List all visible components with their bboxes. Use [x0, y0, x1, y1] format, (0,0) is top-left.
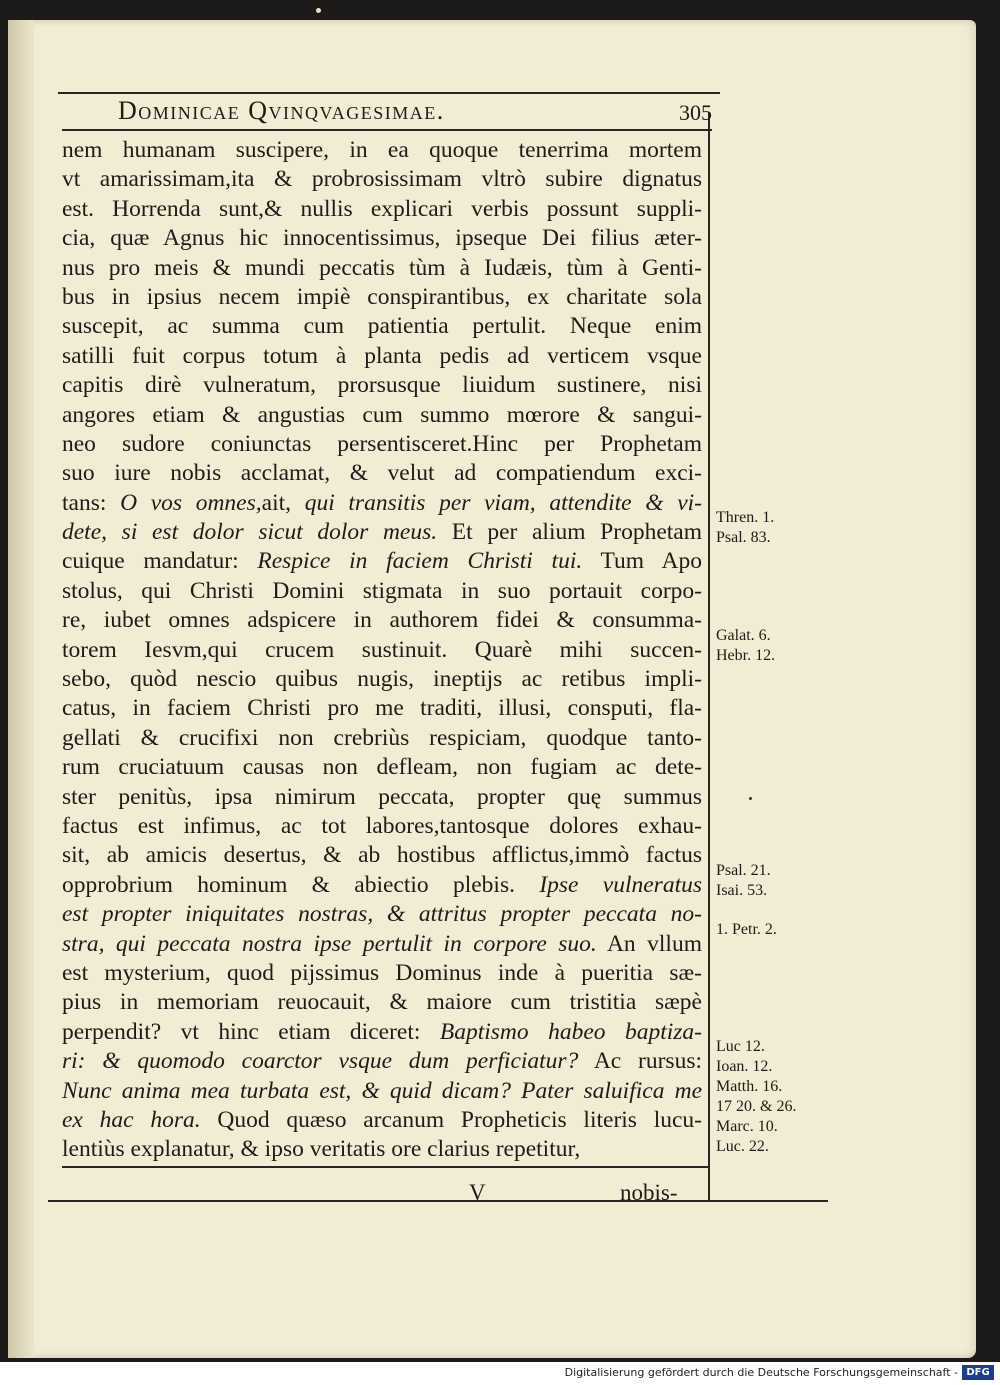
text-segment: vt amarissimam,ita & probrosissimam vltrò subire dignatus — [62, 166, 702, 193]
italic-text-segment: est propter iniquitates nostras, & attritus propter peccata no- — [62, 901, 702, 928]
text-segment: tans: — [62, 489, 121, 516]
italic-text-segment: stra, qui peccata nostra ipse pertulit in corpore suo. — [62, 930, 597, 957]
text-line — [62, 489, 702, 518]
text-segment: ster penitùs, ipsa nimirum peccata, propter quę summus — [62, 783, 702, 810]
italic-text-segment: ri: & quomodo coarctor vsque dum perficiatur? — [62, 1048, 579, 1075]
text-line — [62, 665, 702, 694]
header-rule-top — [58, 92, 720, 94]
scan-marker — [316, 8, 321, 13]
italic-text-segment: dete, si est dolor sicut dolor meus. — [62, 519, 438, 546]
text-line — [62, 254, 702, 283]
text-line — [62, 312, 702, 341]
text-segment: sit, ab amicis desertus, & ab hostibus afflictus,immò factus — [62, 842, 702, 869]
text-segment: stolus, qui Christi Domini stigmata in suo portauit corpo- — [62, 577, 702, 604]
text-line — [62, 1077, 702, 1106]
italic-text-segment: Nunc anima mea turbata est, & quid dicam? Pater saluifica me — [62, 1077, 702, 1104]
text-segment: lentiùs explanatur, & ipso veritatis ore clarius repetitur, — [62, 1136, 581, 1163]
text-segment: est mysterium, quod pijssimus Dominus inde à pueritia sæ- — [62, 959, 702, 986]
italic-text-segment: ex hac hora. — [62, 1106, 201, 1133]
text-line — [62, 371, 702, 400]
text-line — [62, 606, 702, 635]
text-line — [62, 401, 702, 430]
text-segment: rum cruciatuum causas non defleam, non fugiam ac dete- — [62, 754, 702, 781]
italic-text-segment: qui transitis per viam, attendite & vi- — [304, 489, 702, 516]
text-line — [62, 1135, 702, 1164]
bottom-rule-text — [62, 1166, 708, 1168]
text-line — [62, 959, 702, 988]
text-segment: Ac rursus: — [578, 1048, 702, 1075]
text-line — [62, 577, 702, 606]
text-line — [62, 283, 702, 312]
marginal-reference: Psal. 83. — [716, 528, 771, 546]
marginal-note — [716, 920, 826, 940]
page-number: 305 — [679, 100, 712, 125]
catchword: nobis- — [620, 1180, 678, 1205]
text-line — [62, 1018, 702, 1047]
text-segment: opprobrium hominum & abiectio plebis. — [62, 871, 540, 898]
marginal-reference: Luc. 22. — [716, 1138, 769, 1156]
text-segment: ait, — [261, 489, 305, 516]
text-segment: nus pro meis & mundi peccatis tùm à Iudæis, tùm à Genti- — [62, 254, 702, 281]
marginal-reference: Thren. 1. — [716, 508, 775, 526]
italic-text-segment: Ipse vulneratus — [539, 871, 702, 898]
header-rule-bottom — [62, 129, 712, 131]
italic-text-segment: Respice in faciem Christi tui. — [257, 548, 583, 575]
ink-speck — [749, 797, 752, 800]
text-segment: perpendit? vt hinc etiam diceret: — [62, 1018, 440, 1045]
text-line — [62, 224, 702, 253]
text-segment: capitis dirè vulneratum, prorsusque liuidum sustinere, nisi — [62, 372, 702, 399]
text-line — [62, 841, 702, 870]
bottom-rule-page — [48, 1200, 828, 1202]
text-segment: suscepit, ac summa cum patientia pertulit. Neque enim — [62, 313, 702, 340]
text-segment: An vllum — [596, 930, 702, 957]
text-segment: sebo, quòd nescio quibus nugis, ineptijs ac retibus impli- — [62, 666, 702, 693]
text-segment: Quod quæso arcanum Propheticis literis lucu- — [200, 1106, 702, 1133]
italic-text-segment: O vos omnes, — [120, 489, 262, 516]
marginal-reference: 17 20. & 26. — [716, 1098, 797, 1116]
text-line — [62, 518, 702, 547]
margin-rule — [708, 112, 710, 1200]
running-title: Dominicae Qvinqvagesimae. — [118, 96, 445, 125]
text-line — [62, 459, 702, 488]
text-segment: cia, quæ Agnus hic innocentissimus, ipseque Dei filius æter- — [62, 225, 702, 252]
text-line — [62, 342, 702, 371]
text-line — [62, 812, 702, 841]
text-segment: pius in memoriam reuocauit, & maiore cum tristitia sæpè — [62, 989, 702, 1016]
text-segment: torem Iesvm,qui crucem sustinuit. Quarè mihi succen- — [62, 636, 702, 663]
signature-mark: V — [469, 1180, 486, 1205]
marginal-note — [716, 626, 826, 666]
marginal-reference: Psal. 21. — [716, 861, 771, 879]
marginal-reference: Marc. 10. — [716, 1118, 778, 1136]
text-segment: suo iure nobis acclamat, & velut ad compatiendum exci- — [62, 460, 702, 487]
marginal-reference: 1. Petr. 2. — [716, 920, 777, 938]
text-line — [62, 636, 702, 665]
text-line — [62, 871, 702, 900]
marginal-note — [716, 861, 826, 901]
text-segment: nem humanam suscipere, in ea quoque tenerrima mortem — [62, 137, 702, 163]
marginal-reference: Galat. 6. — [716, 626, 771, 644]
page-gutter — [8, 20, 34, 1358]
text-segment: cuique mandatur: — [62, 548, 258, 575]
text-segment: Tum Apo — [582, 548, 702, 575]
text-segment: est. Horrenda sunt,& nullis explicari verbis possunt suppli- — [62, 195, 702, 222]
body-text — [62, 136, 702, 1165]
marginal-reference: Isai. 53. — [716, 881, 768, 899]
text-line — [62, 165, 702, 194]
text-line — [62, 753, 702, 782]
marginal-note — [716, 1037, 826, 1157]
marginal-reference: Hebr. 12. — [716, 646, 776, 664]
credit-bar — [0, 1362, 1000, 1385]
text-line — [62, 783, 702, 812]
text-line — [62, 724, 702, 753]
text-line — [62, 1047, 702, 1076]
text-line — [62, 900, 702, 929]
text-segment: re, iubet omnes adspicere in authorem fidei & consumma- — [62, 607, 702, 634]
marginal-reference: Luc 12. — [716, 1038, 765, 1056]
text-line — [62, 1106, 702, 1135]
italic-text-segment: Baptismo habeo baptiza- — [439, 1018, 702, 1045]
marginal-reference: Ioan. 12. — [716, 1058, 773, 1076]
text-line — [62, 694, 702, 723]
text-line — [62, 136, 702, 165]
dfg-logo: DFG — [962, 1365, 994, 1380]
text-segment: angores etiam & angustias cum summo mœrore & sangui- — [62, 401, 702, 428]
credit-text: Digitalisierung gefördert durch die Deutsche Forschungsgemeinschaft - — [564, 1366, 958, 1379]
text-segment: satilli fuit corpus totum à planta pedis ad verticem vsque — [62, 342, 702, 369]
text-line — [62, 930, 702, 959]
text-line — [62, 547, 702, 576]
text-segment: Et per alium Prophetam — [437, 519, 702, 546]
text-segment: neo sudore coniunctas persentisceret.Hinc per Prophetam — [62, 430, 702, 457]
text-segment: catus, in faciem Christi pro me traditi, illusi, consputi, fla- — [62, 695, 702, 722]
marginal-note — [716, 508, 826, 548]
running-header — [62, 96, 712, 128]
text-segment: bus in ipsius necem impiè conspirantibus, ex charitate sola — [62, 283, 702, 310]
text-line — [62, 195, 702, 224]
text-segment: gellati & crucifixi non crebriùs respiciam, quodque tanto- — [62, 724, 702, 751]
text-line — [62, 988, 702, 1017]
text-segment: factus est infimus, ac tot labores,tantosque dolores exhau- — [62, 812, 702, 839]
marginal-reference: Matth. 16. — [716, 1078, 783, 1096]
text-line — [62, 430, 702, 459]
